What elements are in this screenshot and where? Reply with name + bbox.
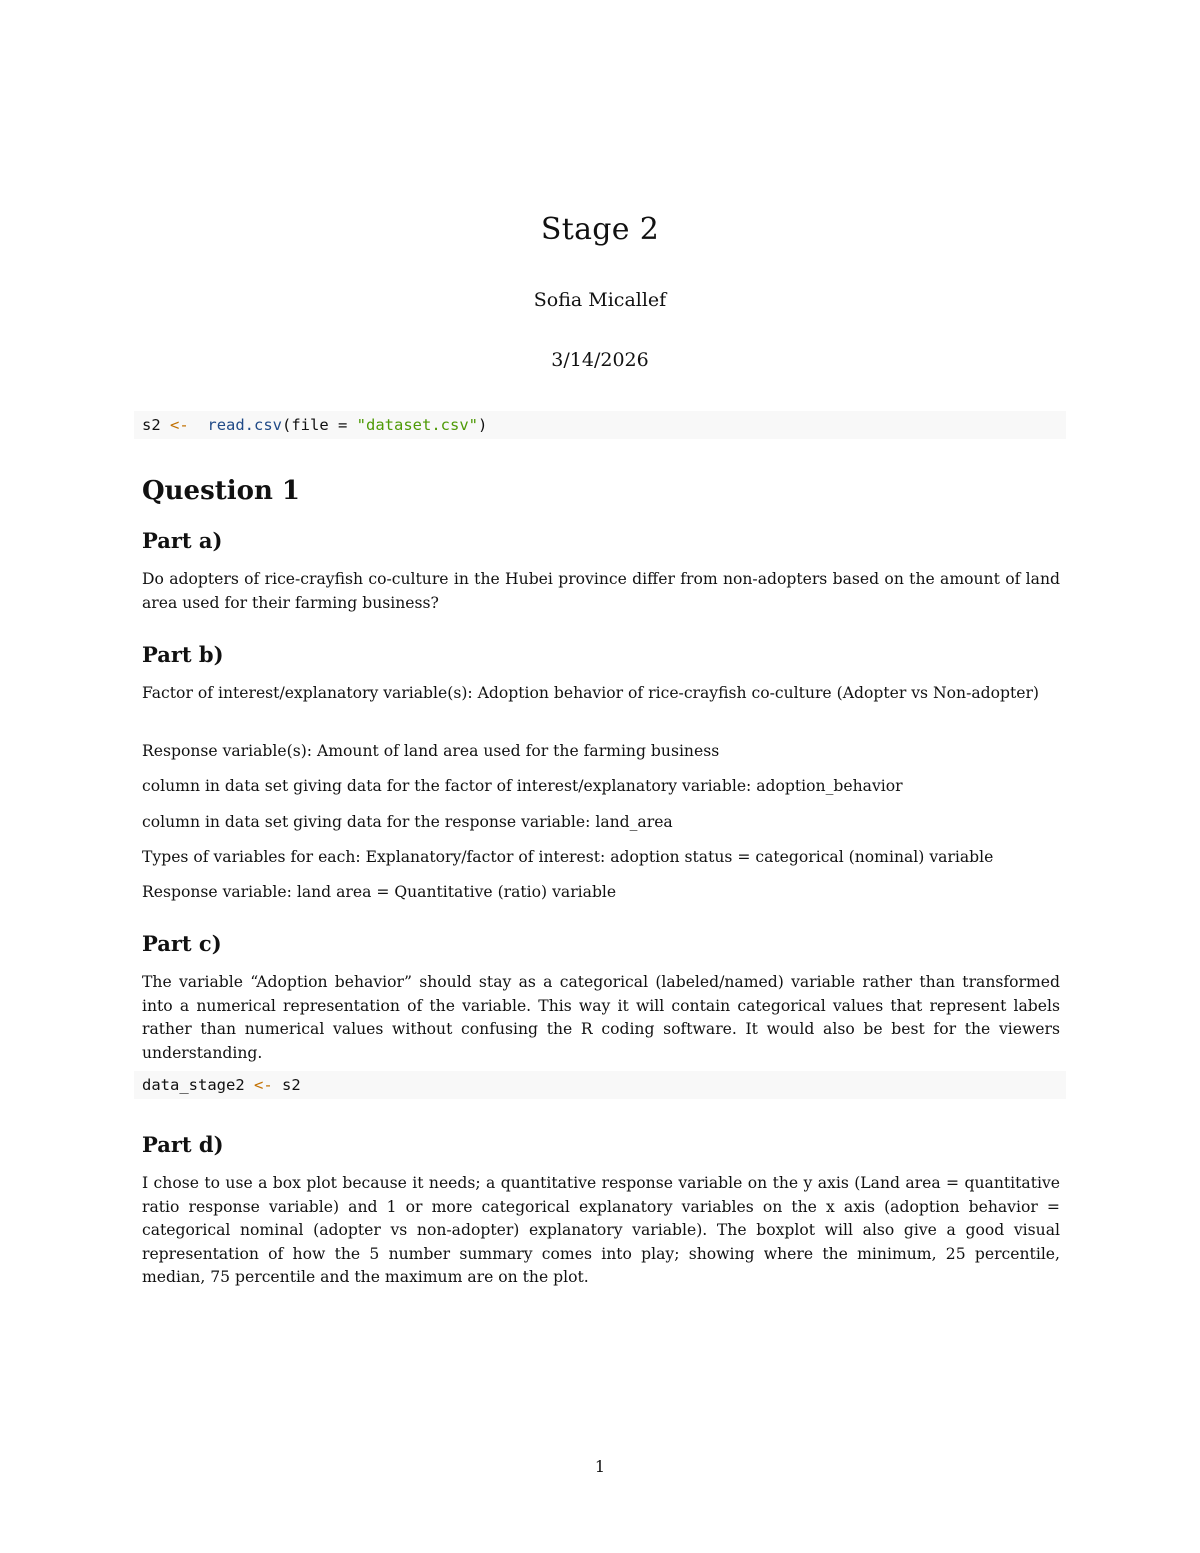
part-b-types: Types of variables for each: Explanatory/factor of interest: adoption status = categorical (nominal) variable bbox=[142, 848, 994, 866]
code-var: s2 bbox=[142, 416, 161, 434]
code-args-open: (file = bbox=[282, 416, 357, 434]
part-b-heading: Part b) bbox=[142, 642, 224, 667]
code-assign-op: <- bbox=[254, 1076, 273, 1094]
document-date: 3/14/2026 bbox=[551, 349, 649, 371]
part-d-text: I chose to use a box plot because it needs; a quantitative response variable on the y axis (Land area = quantitative ratio response variable) and 1 or more categorical explanatory variables on the x axis (adoption behavior = categorical nominal (adopter vs non-adopter) explanatory variable). The boxplot will also give a good visual representation of how the 5 number summary comes into play; showing where the minimum, 25 percentile, median, 75 percentile and the maximum are on the plot. bbox=[142, 1174, 1060, 1286]
part-a-text: Do adopters of rice-crayfish co-culture in the Hubei province differ from non-adopters based on the amount of land area used for their farming business? bbox=[142, 570, 1060, 612]
document-title: Stage 2 bbox=[540, 212, 660, 247]
page-number: 1 bbox=[594, 1457, 606, 1476]
code-block-copy-data bbox=[134, 1071, 1066, 1099]
part-b-factor: Factor of interest/explanatory variable(s): Adoption behavior of rice-crayfish co-culture (Adopter vs Non-adopter) bbox=[142, 684, 1040, 702]
code-var: data_stage2 bbox=[142, 1076, 245, 1094]
code-string: "dataset.csv" bbox=[356, 416, 478, 434]
code-args-close: ) bbox=[478, 416, 488, 434]
part-a-heading: Part a) bbox=[142, 528, 223, 553]
code-value: s2 bbox=[282, 1076, 301, 1094]
question-1-heading: Question 1 bbox=[142, 476, 301, 506]
code-assign-op: <- bbox=[170, 416, 189, 434]
part-c-text: The variable “Adoption behavior” should stay as a categorical (labeled/named) variable rather than transformed into a numerical representation of the variable. This way it will contain categorical values that represent labels rather than numerical values without confusing the R coding software. It would also be best for the viewers understanding. bbox=[142, 973, 1060, 1062]
code-function: read.csv bbox=[207, 416, 283, 434]
part-b-column-factor: column in data set giving data for the factor of interest/explanatory variable: adoption_behavior bbox=[142, 777, 903, 795]
part-b-response: Response variable(s): Amount of land area used for the farming business bbox=[142, 742, 720, 760]
part-b-column-response: column in data set giving data for the response variable: land_area bbox=[142, 813, 673, 831]
document-author: Sofia Micallef bbox=[533, 289, 667, 311]
part-c-heading: Part c) bbox=[142, 931, 222, 956]
code-block-read-csv bbox=[134, 411, 1066, 439]
part-d-heading: Part d) bbox=[142, 1132, 224, 1157]
part-b-response-type: Response variable: land area = Quantitative (ratio) variable bbox=[142, 883, 617, 901]
